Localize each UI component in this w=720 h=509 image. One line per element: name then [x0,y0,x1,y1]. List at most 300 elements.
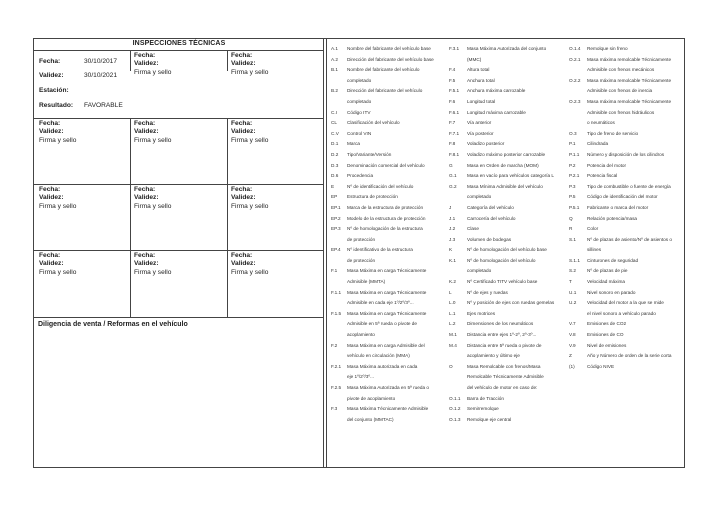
codes-column-3 [569,44,684,372]
code-id: F.3.1 [449,46,460,51]
code-description: Masa Máxima autorizada en cada [347,363,418,369]
code-description: Nº de homologación del vehículo base [467,247,547,253]
firma-label: Firma y sello [231,137,269,144]
code-id: M.1 [449,332,457,338]
diligencia-heading: Diligencia de venta / Reformas en el vehículo [38,321,188,328]
code-id: D.3 [331,162,339,168]
code-row [569,203,684,214]
code-id: F.5.1 [449,88,460,94]
divider [34,50,324,51]
code-id: P.1.1 [569,151,580,157]
fecha-label: Fecha: [231,252,253,259]
validez-label: Validez: [231,128,256,135]
code-id: K.2 [449,279,457,285]
code-id: O.1.3 [449,416,461,422]
code-row [331,319,449,330]
code-id: F.7.1 [449,130,460,136]
code-description: Voladizo posterior [467,141,505,147]
resultado-label: Resultado: [39,102,74,109]
fecha-label: Fecha: [134,120,156,127]
code-row [449,383,567,394]
code-row [449,97,567,108]
code-row [331,266,449,277]
fecha-label: Fecha: [134,52,156,59]
firma-label: Firma y sello [39,203,77,210]
code-description: Admisible con frenos mecánicos [587,67,655,73]
code-row [331,256,449,267]
code-row [331,182,449,193]
code-id: P.5 [569,194,576,200]
code-row [569,182,684,193]
code-row [331,76,449,87]
validez-label: Validez: [231,260,256,267]
code-row [569,150,684,161]
codes-column-2 [449,44,567,425]
code-id: T [569,279,572,285]
code-row [449,309,567,320]
code-row [569,97,684,108]
divider [130,118,131,317]
code-description: Nombre del fabricante del vehículo base [347,46,431,51]
code-row [331,214,449,225]
code-description: del vehículo de motor en caso de: [467,385,538,390]
code-row [449,55,567,66]
validez-label: Validez: [134,60,159,67]
code-id: S.1 [569,236,577,242]
code-description: Nº identificativo de la estructura [347,247,413,253]
code-id: D.1 [331,141,339,147]
code-id: F.2.5 [331,385,342,390]
code-id: R [569,226,573,232]
codes-column-1 [331,44,452,425]
code-description: Nombre del fabricante del vehículo [347,67,420,73]
code-id: A.1 [331,46,339,51]
code-id: P.3 [569,183,576,189]
firma-label: Firma y sello [134,137,172,144]
code-description: Relación potencia/masa [587,215,638,221]
code-id: O.2.2 [569,77,581,83]
code-description: Denominación comercial del vehículo [347,162,425,168]
code-description: Nº de plazas de asiento/Nº de asientos o [587,236,672,242]
code-row [331,362,449,373]
validez-value: 30/10/2021 [84,72,118,79]
code-description: Modelo de la estructura de protección [347,215,426,221]
inspection-sheet [33,38,685,468]
code-id: EP.3 [331,226,341,232]
code-description: el nivel sonoro a vehículo parado [587,310,656,316]
code-id: O.2.1 [569,56,581,62]
code-row [331,330,449,341]
code-description: Nº de plazas de pie [587,268,628,274]
code-row [449,298,567,309]
code-description: Nº de identificación del vehículo [347,183,414,189]
code-description: Emisiones de CO2 [587,321,627,327]
code-row [331,298,449,309]
code-row [449,76,567,87]
code-row [449,330,567,341]
code-row [569,330,684,341]
code-row [449,245,567,256]
code-row [331,288,449,299]
validez-label: Validez: [134,128,159,135]
code-row [331,394,449,405]
divider [34,250,324,251]
divider [34,317,324,318]
code-id: EP.1 [331,204,341,210]
code-row [331,97,449,108]
code-description: Masa Máxima en carga Técnicamente [347,310,427,316]
code-row [569,341,684,352]
code-description: Dirección del fabricante del vehículo base [347,56,434,62]
code-id: D.2 [331,151,339,157]
code-description: vehículo en circulación (MMA) [347,353,410,359]
code-description: Masa en Orden de marcha (MOM) [467,162,539,168]
code-id: E [331,183,335,189]
code-id: V.8 [569,332,576,338]
validez-label: Validez: [134,260,159,267]
fecha-value: 30/10/2017 [84,58,118,65]
code-description: Velocidad máxima [587,279,626,285]
inspection-panel [34,39,324,467]
code-id: F.2.1 [331,363,342,369]
code-id: J.1 [449,215,456,221]
code-description: Masa Máxima en carga Admisible del [347,342,425,348]
code-row [331,139,449,150]
code-row [331,277,449,288]
code-row [569,161,684,172]
code-id: EP [331,194,338,200]
code-row [449,404,567,415]
codes-panel [326,39,684,467]
code-id: F.3 [331,406,338,412]
code-id: P.2.1 [569,173,580,179]
validez-label: Validez: [231,194,256,201]
code-row [449,171,567,182]
code-description: Tipo de freno de servicio [587,130,639,136]
code-row [449,224,567,235]
fecha-label: Fecha: [134,186,156,193]
code-description: Potencia fiscal [587,173,618,179]
code-row [449,161,567,172]
code-description: Tipo/Variante/Versión [347,151,392,157]
divider [34,118,324,119]
code-id: F.8.1 [449,151,460,157]
code-description: Masa en vacío para vehículos categoría L [467,173,555,179]
code-description: sillines [587,247,602,253]
code-description: Dimensiones de los neumáticos [467,321,534,327]
code-id: V.7 [569,321,576,327]
code-description: eje 1º/2º/3º... [347,374,375,380]
fecha-label: Fecha: [231,52,253,59]
code-description: Masa máxima remolcable Técnicamente [587,98,672,104]
code-row [449,362,567,373]
code-description: Nº y posición de ejes con ruedas gemelas [467,300,555,306]
code-id: O [449,363,453,369]
code-row [569,351,684,362]
fecha-label: Fecha: [231,120,253,127]
code-description: Dirección del fabricante del vehículo [347,88,423,94]
code-description: Remolque sin freno [587,46,628,51]
validez-label: Validez: [39,128,64,135]
code-description: Categoría del vehículo [467,204,514,210]
code-row [569,55,684,66]
code-row [331,351,449,362]
code-id: F.1.5 [331,310,342,316]
code-description: Masa Máxima en carga Técnicamente [347,268,427,274]
code-id: S.1.1 [569,257,580,263]
code-row [331,129,449,140]
code-description: Año y Número de orden de la serie corta [587,353,672,359]
code-description: o neumáticos [587,120,615,126]
code-row [331,372,449,383]
code-description: Color [587,226,599,232]
code-row [449,129,567,140]
code-row [449,394,567,405]
code-id: F.6.1 [449,109,460,115]
code-description: completado [347,77,372,83]
code-description: Masa máxima remolcable Técnicamente [587,56,672,62]
code-row [449,65,567,76]
code-row [449,351,567,362]
code-description: Potencia del motor [587,162,627,168]
validez-label: Validez: [39,194,64,201]
code-description: Clase [467,226,479,232]
code-description: Cinturones de seguridad [587,257,639,263]
code-row [569,171,684,182]
code-row [569,362,684,373]
code-row [331,171,449,182]
code-id: U.1 [569,289,577,295]
code-row [449,372,567,383]
fecha-label: Fecha: [39,252,61,259]
code-id: S.2 [569,268,577,274]
code-id: L.0 [449,300,456,306]
inspection-title: INSPECCIONES TÉCNICAS [132,40,226,47]
code-row [569,108,684,119]
code-row [449,256,567,267]
code-description: Velocidad del motor a la que se mide [587,300,664,306]
code-row [449,277,567,288]
code-row [331,383,449,394]
code-description: Ejes motrices [467,310,496,316]
code-id: V.9 [569,342,576,348]
code-description: Código ITV [347,109,371,115]
code-description: Nº Certificado TITV vehículo base [467,279,538,285]
estacion-label: Estación: [39,87,69,94]
code-description: Masa máxima remolcable Técnicamente [587,77,672,83]
code-row [569,44,684,55]
code-row [449,150,567,161]
firma-label: Firma y sello [134,269,172,276]
code-description: Estructura de protección [347,194,398,200]
code-description: Código NIVE [587,363,615,369]
validez-label: Validez: [134,194,159,201]
code-row [569,129,684,140]
code-description: Admisible (MMTA) [347,279,386,285]
code-id: G [449,162,453,168]
code-id: P.2 [569,162,576,168]
fecha-label: Fecha: [39,120,61,127]
firma-label: Firma y sello [134,69,172,76]
code-description: Masa Máxima Técnicamente Admisible [347,406,429,412]
divider [227,118,228,317]
code-row [569,192,684,203]
code-description: Longitud máxima carrozable [467,109,526,115]
code-row [449,319,567,330]
code-row [331,404,449,415]
code-row [449,288,567,299]
code-id: O.1.4 [569,46,581,51]
code-description: acoplamiento y último eje [467,353,520,359]
firma-label: Firma y sello [134,203,172,210]
code-description: Nivel de emisiones [587,342,627,348]
code-id: B.1 [331,67,339,73]
code-row [449,139,567,150]
code-description: Semirremolque [467,406,499,412]
code-description: Masa Mínima Admisible del vehículo [467,183,543,189]
code-description: Nº de ejes y ruedas [467,289,508,295]
code-description: Masa Máxima Autorizada del conjunto [467,46,547,51]
code-row [569,139,684,150]
code-row [449,415,567,426]
code-id: F.6 [449,98,456,104]
code-row [569,245,684,256]
divider [34,184,324,185]
code-id: Z [569,353,572,359]
firma-label: Firma y sello [231,69,269,76]
code-description: Barra de Tracción [467,395,504,401]
code-description: Vía posterior [467,130,494,136]
code-description: Fabricante o marca del motor [587,204,649,210]
code-id: L.1 [449,310,456,316]
code-description: Masa Máxima en carga Técnicamente [347,289,427,295]
code-row [331,245,449,256]
code-description: de protección [347,236,376,242]
code-description: Marca [347,141,361,147]
code-row [449,203,567,214]
code-row [449,118,567,129]
code-description: Carrocería del vehículo [467,215,516,221]
code-id: Q [569,215,573,221]
firma-label: Firma y sello [231,203,269,210]
code-row [569,76,684,87]
code-row [569,266,684,277]
code-description: (MMC) [467,56,482,62]
code-row [569,224,684,235]
fecha-label: Fecha: [231,186,253,193]
code-description: completado [347,98,372,104]
code-row [569,86,684,97]
code-description: pivote de acoplamiento [347,395,396,401]
code-description: Altura total [467,67,490,73]
code-row [331,192,449,203]
code-id: F.2 [331,342,338,348]
code-description: Masa Remolcable con frenos/Masa [467,363,541,369]
code-row [449,44,567,55]
code-row [449,214,567,225]
code-description: acoplamiento [347,332,375,338]
code-id: K.1 [449,257,457,263]
code-id: B.2 [331,88,339,94]
code-id: D.6 [331,173,339,179]
code-description: de protección [347,257,376,263]
code-row [449,235,567,246]
code-id: U.2 [569,300,577,306]
code-id: P.1 [569,141,576,147]
code-row [569,288,684,299]
code-row [569,309,684,320]
code-id: F.1 [331,268,338,274]
code-row [331,341,449,352]
code-row [449,341,567,352]
code-description: Tipo de combustible o fuente de energía [587,183,671,189]
code-description: Marca de la estructura de protección [347,204,424,210]
code-id: J.3 [449,236,456,242]
code-description: Masa Máxima Autorizada en 5ª rueda o [347,385,429,390]
code-description: Distancia entre ejes 1º-2º, 2º-3º... [467,332,537,338]
code-description: Volumen de bodegas [467,236,512,242]
code-row [449,266,567,277]
code-row [569,118,684,129]
code-row [331,118,449,129]
fecha-label: Fecha: [39,58,61,65]
code-id: F.5 [449,77,456,83]
code-row [331,65,449,76]
code-id: J.2 [449,226,456,232]
code-row [331,108,449,119]
code-id: J [449,204,452,210]
code-id: L [449,289,452,295]
code-row [449,108,567,119]
code-description: Procedencia [347,173,374,179]
code-id: L.2 [449,321,456,327]
code-id: C.I [331,109,337,115]
code-description: Distancia entre 5ª rueda o pivote de [467,342,542,348]
code-row [449,182,567,193]
validez-label: Validez: [39,260,64,267]
code-description: Nivel sonoro en parado [587,289,636,295]
code-description: Vía anterior [467,120,492,126]
code-id: F.4 [449,67,456,73]
code-description: Longitud total [467,98,496,104]
code-row [331,309,449,320]
code-id: O.3 [569,130,577,136]
code-description: del conjunto (MMTAC) [347,416,394,422]
firma-label: Firma y sello [39,269,77,276]
code-row [331,150,449,161]
code-row [569,214,684,225]
code-id: K [449,247,453,253]
code-description: Anchura máxima carrozable [467,88,526,94]
code-id: EP.4 [331,247,341,253]
code-description: Nº de homologación del vehículo [467,257,536,263]
code-row [331,415,449,426]
code-id: (1) [569,363,575,369]
code-row [331,86,449,97]
code-description: Número y disposición de los cilindros [587,151,665,157]
code-row [449,86,567,97]
code-description: completado [467,268,492,274]
code-id: M.4 [449,342,457,348]
code-id: EP.2 [331,215,341,221]
code-row [569,319,684,330]
code-description: Remolcable Técnicamente Admisible [467,374,544,380]
code-description: Clasificación del vehículo [347,120,400,126]
code-id: A.2 [331,56,339,62]
code-id: O.1.2 [449,406,461,412]
code-description: Admisible con frenos de inercia [587,88,653,94]
code-description: Admisible en cada eje 1º/2º/3º... [347,300,414,306]
